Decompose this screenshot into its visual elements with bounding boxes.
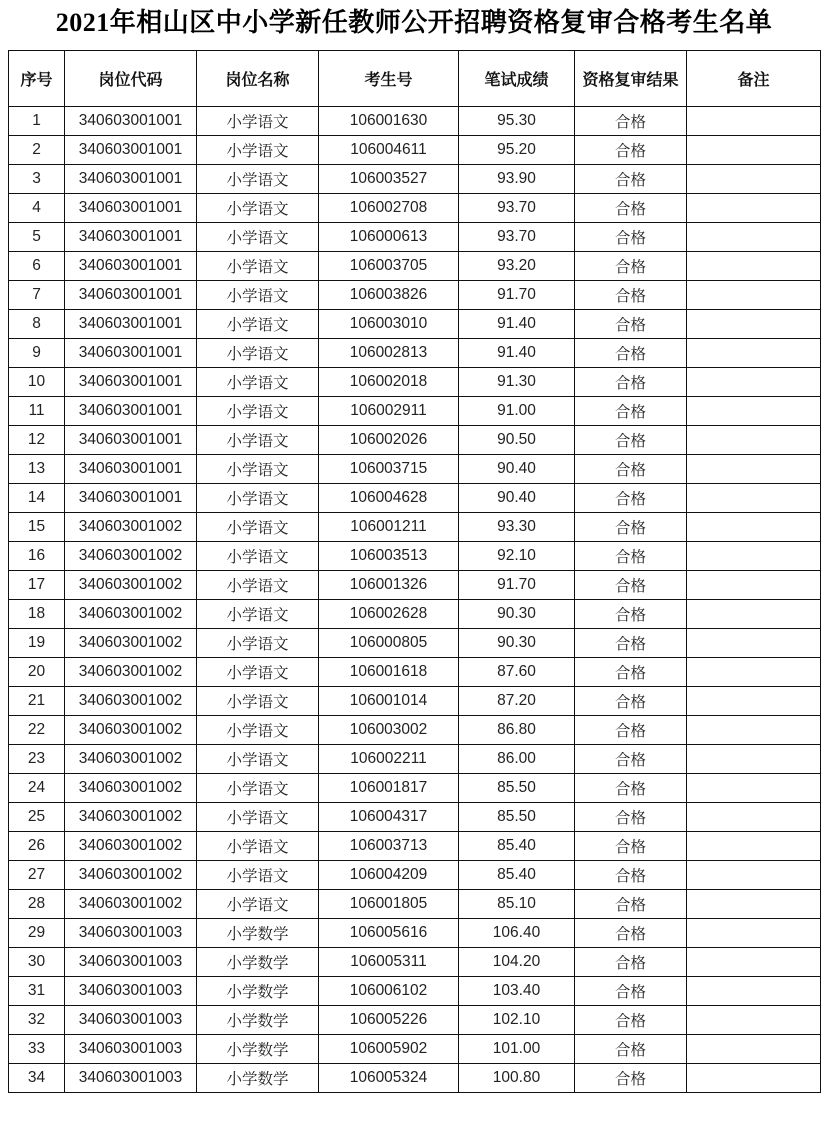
table-cell: 86.80 <box>459 715 575 744</box>
table-row <box>9 425 821 454</box>
table-row <box>9 657 821 686</box>
table-cell: 合格 <box>575 1063 687 1092</box>
table-cell: 90.30 <box>459 628 575 657</box>
table-cell: 340603001001 <box>65 135 197 164</box>
table-cell <box>687 976 821 1005</box>
table-cell: 33 <box>9 1034 65 1063</box>
table-row <box>9 164 821 193</box>
table-cell: 合格 <box>575 744 687 773</box>
table-cell: 93.20 <box>459 251 575 280</box>
table-cell: 85.10 <box>459 889 575 918</box>
table-cell: 合格 <box>575 715 687 744</box>
table-cell: 340603001001 <box>65 483 197 512</box>
table-cell: 1 <box>9 106 65 135</box>
table-row <box>9 947 821 976</box>
table-cell <box>687 106 821 135</box>
table-cell: 340603001001 <box>65 193 197 222</box>
table-cell: 合格 <box>575 222 687 251</box>
table-cell: 14 <box>9 483 65 512</box>
table-cell: 90.40 <box>459 454 575 483</box>
table-cell: 合格 <box>575 251 687 280</box>
table-cell: 小学语文 <box>197 599 319 628</box>
candidates-table <box>8 50 821 1093</box>
table-cell: 9 <box>9 338 65 367</box>
table-cell: 合格 <box>575 483 687 512</box>
table-cell: 340603001003 <box>65 918 197 947</box>
column-header: 序号 <box>9 50 65 106</box>
table-cell <box>687 715 821 744</box>
table-cell: 340603001001 <box>65 454 197 483</box>
table-cell: 21 <box>9 686 65 715</box>
table-cell <box>687 135 821 164</box>
table-cell: 340603001001 <box>65 425 197 454</box>
table-cell: 合格 <box>575 570 687 599</box>
table-cell: 小学语文 <box>197 309 319 338</box>
table-cell: 10 <box>9 367 65 396</box>
table-row <box>9 744 821 773</box>
table-cell: 小学语文 <box>197 657 319 686</box>
table-cell: 106003715 <box>319 454 459 483</box>
table-cell: 106001014 <box>319 686 459 715</box>
table-cell: 106005324 <box>319 1063 459 1092</box>
table-cell: 340603001001 <box>65 251 197 280</box>
table-cell: 小学语文 <box>197 744 319 773</box>
table-cell: 106001817 <box>319 773 459 802</box>
table-cell: 合格 <box>575 106 687 135</box>
table-cell <box>687 599 821 628</box>
table-cell: 23 <box>9 744 65 773</box>
table-cell: 20 <box>9 657 65 686</box>
table-cell: 小学语文 <box>197 338 319 367</box>
table-cell: 16 <box>9 541 65 570</box>
table-cell: 340603001002 <box>65 744 197 773</box>
table-cell: 小学语文 <box>197 860 319 889</box>
table-row <box>9 628 821 657</box>
table-row <box>9 599 821 628</box>
table-cell: 30 <box>9 947 65 976</box>
table-row <box>9 367 821 396</box>
table-cell: 106001618 <box>319 657 459 686</box>
table-row <box>9 918 821 947</box>
table-cell <box>687 1063 821 1092</box>
table-cell: 小学语文 <box>197 512 319 541</box>
table-cell: 24 <box>9 773 65 802</box>
table-cell: 合格 <box>575 280 687 309</box>
table-cell: 19 <box>9 628 65 657</box>
table-cell: 28 <box>9 889 65 918</box>
column-header: 资格复审结果 <box>575 50 687 106</box>
table-cell: 22 <box>9 715 65 744</box>
table-cell <box>687 425 821 454</box>
table-cell: 340603001003 <box>65 1063 197 1092</box>
table-row <box>9 889 821 918</box>
table-cell: 小学语文 <box>197 425 319 454</box>
table-cell: 小学语文 <box>197 889 319 918</box>
table-cell: 小学语文 <box>197 686 319 715</box>
table-row <box>9 802 821 831</box>
table-cell: 小学数学 <box>197 1063 319 1092</box>
table-cell: 340603001001 <box>65 367 197 396</box>
table-row <box>9 1034 821 1063</box>
table-cell: 90.30 <box>459 599 575 628</box>
table-cell: 小学语文 <box>197 715 319 744</box>
table-row <box>9 222 821 251</box>
table-cell: 31 <box>9 976 65 1005</box>
table-row <box>9 135 821 164</box>
column-header: 岗位名称 <box>197 50 319 106</box>
table-row <box>9 570 821 599</box>
table-cell: 340603001003 <box>65 947 197 976</box>
table-cell: 102.10 <box>459 1005 575 1034</box>
table-cell: 340603001001 <box>65 106 197 135</box>
table-body <box>9 106 821 1092</box>
table-cell: 106002911 <box>319 396 459 425</box>
table-row <box>9 831 821 860</box>
table-cell: 340603001002 <box>65 628 197 657</box>
table-row <box>9 512 821 541</box>
table-cell: 34 <box>9 1063 65 1092</box>
table-cell <box>687 222 821 251</box>
table-row <box>9 1063 821 1092</box>
table-cell: 小学语文 <box>197 628 319 657</box>
table-cell: 小学语文 <box>197 367 319 396</box>
table-cell: 25 <box>9 802 65 831</box>
table-cell: 106003705 <box>319 251 459 280</box>
table-cell: 26 <box>9 831 65 860</box>
table-cell: 小学语文 <box>197 135 319 164</box>
table-cell: 90.50 <box>459 425 575 454</box>
table-cell: 90.40 <box>459 483 575 512</box>
table-cell: 18 <box>9 599 65 628</box>
table-row <box>9 715 821 744</box>
table-cell: 106003826 <box>319 280 459 309</box>
table-cell: 3 <box>9 164 65 193</box>
table-cell: 7 <box>9 280 65 309</box>
table-cell <box>687 309 821 338</box>
table-cell: 106001805 <box>319 889 459 918</box>
table-cell: 106002813 <box>319 338 459 367</box>
table-cell: 86.00 <box>459 744 575 773</box>
table-cell: 106003527 <box>319 164 459 193</box>
table-cell: 340603001001 <box>65 222 197 251</box>
table-row <box>9 860 821 889</box>
table-cell: 小学语文 <box>197 396 319 425</box>
table-row <box>9 483 821 512</box>
table-cell: 15 <box>9 512 65 541</box>
table-cell: 小学语文 <box>197 541 319 570</box>
table-cell <box>687 280 821 309</box>
table-cell: 合格 <box>575 1005 687 1034</box>
table-cell: 小学语文 <box>197 164 319 193</box>
table-cell: 340603001003 <box>65 1005 197 1034</box>
table-cell: 小学语文 <box>197 106 319 135</box>
table-cell: 106005226 <box>319 1005 459 1034</box>
table-row <box>9 976 821 1005</box>
table-cell: 106005311 <box>319 947 459 976</box>
table-cell: 合格 <box>575 860 687 889</box>
table-cell: 合格 <box>575 773 687 802</box>
table-cell: 小学语文 <box>197 773 319 802</box>
table-cell <box>687 918 821 947</box>
table-cell: 85.50 <box>459 773 575 802</box>
table-cell <box>687 570 821 599</box>
table-cell: 106002026 <box>319 425 459 454</box>
table-cell: 106003002 <box>319 715 459 744</box>
table-cell: 小学语文 <box>197 251 319 280</box>
table-cell: 340603001002 <box>65 657 197 686</box>
table-head <box>9 50 821 106</box>
table-cell: 93.90 <box>459 164 575 193</box>
table-row <box>9 773 821 802</box>
table-cell: 小学语文 <box>197 831 319 860</box>
table-cell <box>687 193 821 222</box>
table-cell: 340603001001 <box>65 396 197 425</box>
table-cell: 95.20 <box>459 135 575 164</box>
table-cell: 小学数学 <box>197 1005 319 1034</box>
table-cell <box>687 831 821 860</box>
table-cell: 340603001001 <box>65 338 197 367</box>
table-cell: 340603001003 <box>65 1034 197 1063</box>
table-cell: 17 <box>9 570 65 599</box>
table-cell: 小学语文 <box>197 570 319 599</box>
table-cell: 91.70 <box>459 570 575 599</box>
table-cell: 106.40 <box>459 918 575 947</box>
table-cell: 106001630 <box>319 106 459 135</box>
table-cell <box>687 512 821 541</box>
table-cell: 小学语文 <box>197 483 319 512</box>
table-cell: 106002708 <box>319 193 459 222</box>
table-cell <box>687 802 821 831</box>
table-row <box>9 193 821 222</box>
table-cell: 小学语文 <box>197 454 319 483</box>
column-header: 考生号 <box>319 50 459 106</box>
table-cell: 85.40 <box>459 860 575 889</box>
table-cell: 106002628 <box>319 599 459 628</box>
table-cell <box>687 367 821 396</box>
table-cell: 12 <box>9 425 65 454</box>
table-cell: 91.00 <box>459 396 575 425</box>
table-cell <box>687 164 821 193</box>
table-cell: 2 <box>9 135 65 164</box>
table-cell: 106005616 <box>319 918 459 947</box>
table-cell: 103.40 <box>459 976 575 1005</box>
table-cell: 106004317 <box>319 802 459 831</box>
table-cell: 小学语文 <box>197 802 319 831</box>
table-cell: 32 <box>9 1005 65 1034</box>
table-cell: 106004209 <box>319 860 459 889</box>
table-cell: 340603001003 <box>65 976 197 1005</box>
table-cell: 合格 <box>575 831 687 860</box>
table-cell <box>687 773 821 802</box>
table-cell: 106004628 <box>319 483 459 512</box>
table-cell <box>687 338 821 367</box>
table-cell: 合格 <box>575 193 687 222</box>
table-row <box>9 106 821 135</box>
table-cell <box>687 628 821 657</box>
table-cell: 106001326 <box>319 570 459 599</box>
table-row <box>9 686 821 715</box>
table-cell: 340603001002 <box>65 831 197 860</box>
table-cell: 小学数学 <box>197 976 319 1005</box>
table-row <box>9 280 821 309</box>
table-cell: 合格 <box>575 338 687 367</box>
table-cell: 93.30 <box>459 512 575 541</box>
table-cell <box>687 947 821 976</box>
table-cell: 合格 <box>575 918 687 947</box>
table-row <box>9 251 821 280</box>
table-cell: 27 <box>9 860 65 889</box>
table-cell: 合格 <box>575 1034 687 1063</box>
table-cell: 小学语文 <box>197 222 319 251</box>
table-cell: 100.80 <box>459 1063 575 1092</box>
table-cell: 85.40 <box>459 831 575 860</box>
table-cell: 93.70 <box>459 222 575 251</box>
table-cell <box>687 1005 821 1034</box>
table-cell: 106004611 <box>319 135 459 164</box>
table-cell <box>687 657 821 686</box>
table-header-row <box>9 50 821 106</box>
table-cell: 合格 <box>575 599 687 628</box>
table-cell: 91.40 <box>459 338 575 367</box>
table-cell <box>687 889 821 918</box>
table-cell: 小学语文 <box>197 280 319 309</box>
table-cell: 8 <box>9 309 65 338</box>
table-cell: 85.50 <box>459 802 575 831</box>
table-cell <box>687 454 821 483</box>
table-cell <box>687 541 821 570</box>
table-cell: 合格 <box>575 164 687 193</box>
column-header: 笔试成绩 <box>459 50 575 106</box>
table-cell: 合格 <box>575 628 687 657</box>
table-cell: 101.00 <box>459 1034 575 1063</box>
table-cell: 340603001001 <box>65 164 197 193</box>
table-cell: 合格 <box>575 512 687 541</box>
table-cell: 合格 <box>575 889 687 918</box>
table-cell: 340603001002 <box>65 686 197 715</box>
table-cell: 合格 <box>575 425 687 454</box>
table-cell: 340603001002 <box>65 715 197 744</box>
table-cell: 13 <box>9 454 65 483</box>
table-cell: 5 <box>9 222 65 251</box>
table-cell: 340603001002 <box>65 802 197 831</box>
table-cell: 合格 <box>575 686 687 715</box>
table-row <box>9 338 821 367</box>
table-cell: 340603001002 <box>65 773 197 802</box>
table-cell: 小学数学 <box>197 918 319 947</box>
table-cell: 合格 <box>575 802 687 831</box>
table-cell: 340603001002 <box>65 570 197 599</box>
table-cell: 合格 <box>575 135 687 164</box>
table-cell: 小学数学 <box>197 947 319 976</box>
table-cell: 106002018 <box>319 367 459 396</box>
table-cell: 340603001002 <box>65 512 197 541</box>
table-cell: 87.60 <box>459 657 575 686</box>
table-cell: 合格 <box>575 309 687 338</box>
table-cell: 106000805 <box>319 628 459 657</box>
table-cell <box>687 1034 821 1063</box>
table-cell: 合格 <box>575 947 687 976</box>
table-cell: 小学数学 <box>197 1034 319 1063</box>
table-cell: 合格 <box>575 396 687 425</box>
table-cell <box>687 686 821 715</box>
table-cell <box>687 744 821 773</box>
table-cell: 小学语文 <box>197 193 319 222</box>
table-cell: 106003010 <box>319 309 459 338</box>
table-cell: 106003713 <box>319 831 459 860</box>
table-cell: 合格 <box>575 454 687 483</box>
table-cell: 106003513 <box>319 541 459 570</box>
table-cell: 4 <box>9 193 65 222</box>
table-cell: 106002211 <box>319 744 459 773</box>
table-cell: 91.70 <box>459 280 575 309</box>
table-cell: 104.20 <box>459 947 575 976</box>
table-cell <box>687 860 821 889</box>
table-cell: 340603001002 <box>65 860 197 889</box>
table-cell <box>687 483 821 512</box>
table-cell: 92.10 <box>459 541 575 570</box>
table-row <box>9 396 821 425</box>
table-cell <box>687 396 821 425</box>
table-cell: 11 <box>9 396 65 425</box>
table-cell: 340603001002 <box>65 599 197 628</box>
table-cell: 91.40 <box>459 309 575 338</box>
column-header: 备注 <box>687 50 821 106</box>
column-header: 岗位代码 <box>65 50 197 106</box>
table-cell: 87.20 <box>459 686 575 715</box>
table-cell: 106006102 <box>319 976 459 1005</box>
table-row <box>9 1005 821 1034</box>
table-cell: 340603001002 <box>65 889 197 918</box>
table-cell: 106000613 <box>319 222 459 251</box>
table-cell: 合格 <box>575 657 687 686</box>
table-cell: 340603001001 <box>65 309 197 338</box>
table-row <box>9 454 821 483</box>
table-cell: 93.70 <box>459 193 575 222</box>
table-row <box>9 541 821 570</box>
table-cell: 6 <box>9 251 65 280</box>
table-row <box>9 309 821 338</box>
table-cell: 合格 <box>575 976 687 1005</box>
table-cell: 106005902 <box>319 1034 459 1063</box>
page-title: 2021年相山区中小学新任教师公开招聘资格复审合格考生名单 <box>55 8 773 37</box>
table-cell: 91.30 <box>459 367 575 396</box>
table-cell: 340603001001 <box>65 280 197 309</box>
table-cell <box>687 251 821 280</box>
table-cell: 合格 <box>575 541 687 570</box>
table-cell: 合格 <box>575 367 687 396</box>
table-cell: 95.30 <box>459 106 575 135</box>
table-cell: 106001211 <box>319 512 459 541</box>
table-cell: 340603001002 <box>65 541 197 570</box>
table-cell: 29 <box>9 918 65 947</box>
